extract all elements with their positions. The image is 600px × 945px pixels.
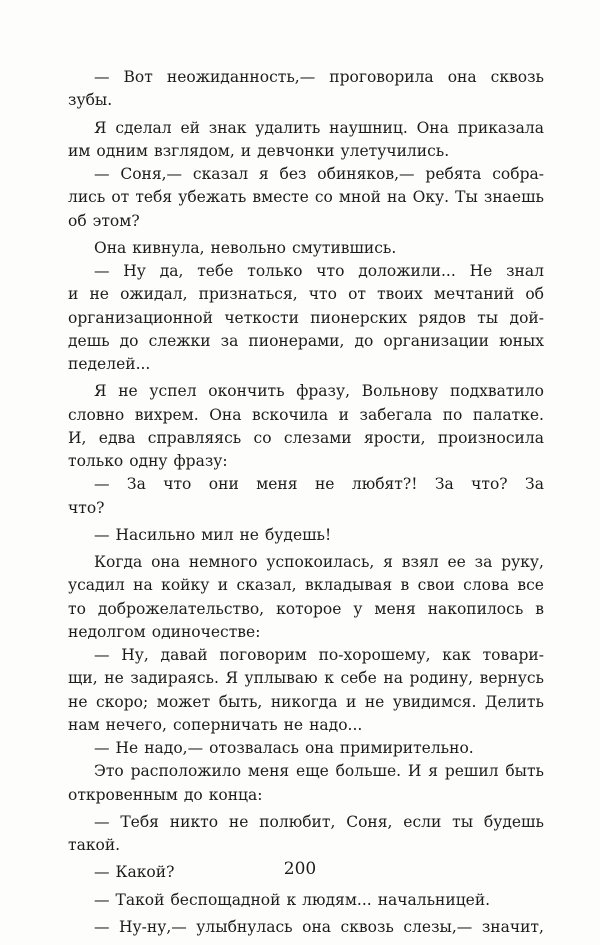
text-line: то доброжелательство, которое у меня накопилось в bbox=[68, 599, 544, 618]
text-line: — Ну-ну,— улыбнулась она сквозь слезы,— значит, bbox=[94, 917, 544, 936]
text-line: Я не успел окончить фразу, Вольнову подхватило bbox=[94, 382, 544, 401]
text-line: Это расположило меня еще больше. И я решил быть bbox=[94, 762, 544, 781]
body-text bbox=[68, 66, 544, 939]
text-line: только одну фразу: bbox=[68, 452, 228, 470]
text-line: организационной четкости пионерских рядов ты дой- bbox=[68, 308, 544, 327]
text-line: — Вот неожиданность,— проговорила она сквозь bbox=[94, 68, 544, 86]
text-line: такой. bbox=[68, 836, 121, 854]
text-line: Когда она немного успокоилась, я взял ее за руку, bbox=[94, 553, 544, 571]
text-line: усадил на койку и сказал, вкладывая в свои слова все bbox=[68, 576, 544, 595]
text-line: И, едва справляясь со слезами ярости, произносила bbox=[68, 428, 544, 447]
text-line: — Не надо,— отозвалась она примирительно. bbox=[94, 739, 474, 757]
text-line: об этом? bbox=[68, 211, 140, 230]
text-line: откровенным до конца: bbox=[68, 785, 263, 804]
text-line: — Такой беспощадной к людям... начальницей. bbox=[94, 890, 491, 909]
text-line: педелей... bbox=[68, 355, 151, 373]
text-line: — За что они меня не любят?! За что? За bbox=[94, 475, 544, 494]
text-line: — Ну, давай поговорим по-хорошему, как товари- bbox=[94, 646, 544, 664]
text-line: им одним взглядом, и девчонки улетучились. bbox=[68, 141, 450, 160]
text-line: что? bbox=[68, 498, 105, 517]
page-number: 200 bbox=[283, 859, 317, 879]
text-line: — Какой? bbox=[94, 863, 175, 882]
text-line: лись от тебя убежать вместе со мной на Оку. Ты знаешь bbox=[68, 188, 544, 207]
text-line: щи, не задираясь. Я уплываю к себе на родину, вернусь bbox=[68, 669, 544, 688]
text-line: — Тебя никто не полюбит, Соня, если ты будешь bbox=[94, 812, 544, 831]
text-line: не скоро; может быть, никогда и не увидимся. Делить bbox=[68, 692, 544, 711]
text-line: Я сделал ей знак удалить наушниц. Она приказала bbox=[94, 118, 544, 137]
text-line: — Соня,— сказал я без обиняков,— ребята собра- bbox=[94, 165, 544, 183]
text-line: — Ну да, тебе только что доложили... Не знал bbox=[94, 262, 544, 280]
text-line: зубы. bbox=[68, 91, 113, 110]
text-line: дешь до слежки за пионерами, до организации юных bbox=[68, 331, 544, 350]
text-line: и не ожидал, признаться, что от твоих мечтаний об bbox=[68, 285, 544, 304]
text-line: нам нечего, соперничать не надо... bbox=[68, 715, 363, 734]
text-line: словно вихрем. Она вскочила и забегала по палатке. bbox=[68, 405, 544, 424]
text-line: недолгом одиночестве: bbox=[68, 622, 261, 641]
text-line: — Насильно мил не будешь! bbox=[94, 525, 332, 544]
text-line: Она кивнула, невольно смутившись. bbox=[94, 238, 397, 257]
